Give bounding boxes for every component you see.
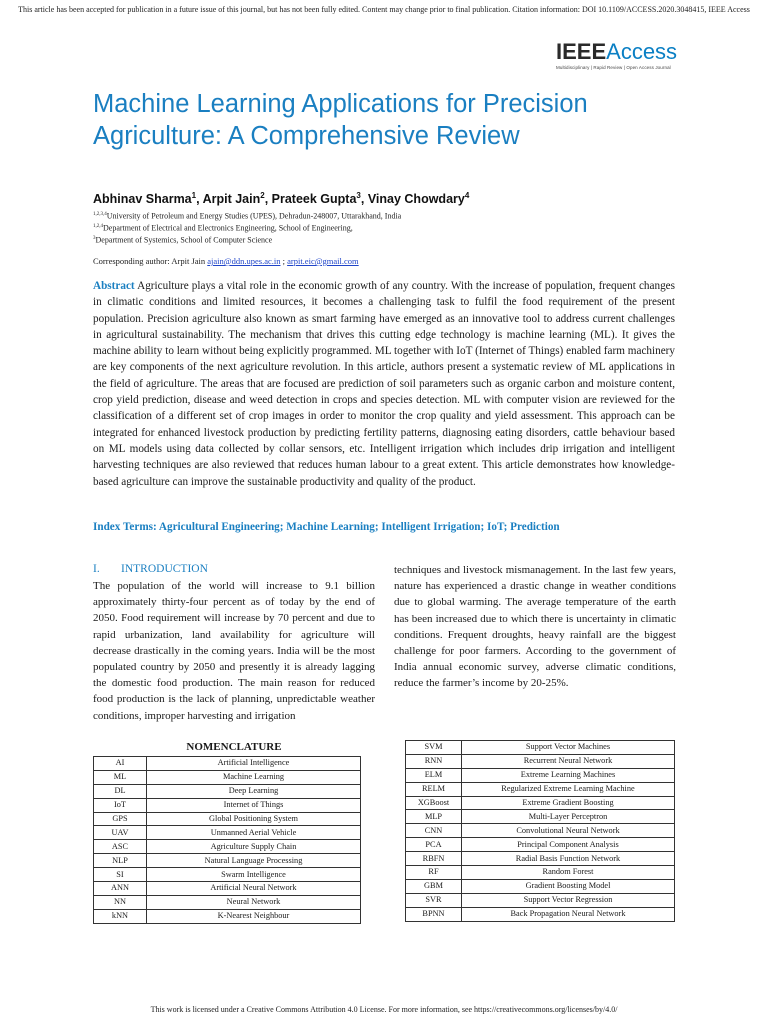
section-title: INTRODUCTION bbox=[121, 563, 208, 575]
logo-tagline: Multidisciplinary | Rapid Review | Open Access Journal bbox=[556, 65, 671, 70]
abbreviation-cell: ANN bbox=[94, 882, 147, 896]
abbreviation-cell: ELM bbox=[406, 768, 462, 782]
nomenclature-row bbox=[94, 909, 361, 923]
definition-cell: Gradient Boosting Model bbox=[462, 879, 675, 893]
abbreviation-cell: GBM bbox=[406, 879, 462, 893]
definition-cell: Recurrent Neural Network bbox=[462, 754, 675, 768]
nomenclature-row bbox=[94, 770, 361, 784]
nomenclature-row bbox=[406, 879, 675, 893]
affiliation-1 bbox=[93, 210, 401, 222]
definition-cell: Extreme Gradient Boosting bbox=[462, 796, 675, 810]
abbreviation-cell: ML bbox=[94, 770, 147, 784]
abbreviation-cell: RNN bbox=[406, 754, 462, 768]
affiliation-text: Department of Systemics, School of Computer Science bbox=[95, 235, 273, 245]
nomenclature-row bbox=[406, 768, 675, 782]
author-separator: , bbox=[360, 192, 368, 207]
affiliation-sup: 1,2,3,4 bbox=[93, 212, 107, 217]
abbreviation-cell: RELM bbox=[406, 782, 462, 796]
section-heading bbox=[93, 563, 208, 575]
intro-column-1: The population of the world will increase to 9.1 billion approximately thirty-four percent as of today by the end of 2050. Food requirement will increase by 70 percent and due to rapid urbanization, land availability for agriculture will decrease drastically in the coming years. India will be the most populated country by 2050 and presently it is already lagging the domestic food production. The main reason for reduced food production is the lack of planning, unpredictable weather conditions, improper harvesting and irrigation bbox=[93, 580, 375, 722]
definition-cell: Artificial Neural Network bbox=[147, 882, 361, 896]
definition-cell: Deep Learning bbox=[147, 784, 361, 798]
author-sup: 3 bbox=[356, 191, 361, 200]
abbreviation-cell: SVR bbox=[406, 893, 462, 907]
logo-access-text: Access bbox=[606, 39, 678, 64]
definition-cell: Artificial Intelligence bbox=[147, 757, 361, 771]
author-name: Prateek Gupta bbox=[271, 192, 357, 207]
abbreviation-cell: RBFN bbox=[406, 852, 462, 866]
definition-cell: Back Propagation Neural Network bbox=[462, 907, 675, 921]
corresponding-prefix: Corresponding author: Arpit Jain bbox=[93, 256, 208, 266]
abbreviation-cell: SVM bbox=[406, 741, 462, 755]
nomenclature-row bbox=[406, 893, 675, 907]
abbreviation-cell: UAV bbox=[94, 826, 147, 840]
nomenclature-title: NOMENCLATURE bbox=[186, 741, 282, 753]
abbreviation-cell: SI bbox=[94, 868, 147, 882]
definition-cell: Principal Component Analysis bbox=[462, 838, 675, 852]
abbreviation-cell: NLP bbox=[94, 854, 147, 868]
email-link-2[interactable]: arpit.eic@gmail.com bbox=[287, 256, 359, 266]
abstract-text: Agriculture plays a vital role in the economic growth of any country. With the increase of population, frequent changes in climatic conditions and limited resources, it becomes a challenging task to fulfil the food requirement of the present population. Precision agriculture also known as smart farming have emerged as an innovative tool to address current challenges in agricultural sustainability. The mechanism that drives this cutting edge technology is machine learning (ML). It gives the machine ability to learn without being explicitly programmed. ML together with IoT (Internet of Things) enabled farm machinery are key components of the next agriculture revolution. In this article, authors present a systematic review of ML applications in the field of agriculture. The areas that are focused are prediction of soil parameters such as organic carbon and moisture content, crop yield prediction, disease and weed detection in crops and species detection. ML with computer vision are reviewed for the classification of a different set of crop images in order to monitor the crop quality and yield assessment. This approach can be integrated for enhanced livestock production by predicting fertility patterns, diagnosing eating disorders, cattle behaviour based on ML models using data collected by collar sensors, etc. Intelligent irrigation which includes drip irrigation and intelligent harvesting techniques are also reviewed that reduces human labour to a great extent. This article demonstrates how knowledge-based agriculture can improve the sustainable productivity and quality of the product. bbox=[93, 280, 675, 488]
nomenclature-row bbox=[406, 810, 675, 824]
definition-cell: Swarm Intelligence bbox=[147, 868, 361, 882]
intro-column-2: techniques and livestock mismanagement. In the last few years, nature has experienced a drastic change in weather conditions due to global warming. The average temperature of the earth has been increased due to which there is uncertainty in climatic conditions. Frequent droughts, heavy rainfall are the biggest challenge for poor farmers. According to the government of India annual economic survey, adverse climatic conditions, reduce the farmer’s income by 20-25%. bbox=[394, 564, 676, 690]
nomenclature-row bbox=[94, 895, 361, 909]
definition-cell: Extreme Learning Machines bbox=[462, 768, 675, 782]
definition-cell: K-Nearest Neighbour bbox=[147, 909, 361, 923]
definition-cell: Unmanned Aerial Vehicle bbox=[147, 826, 361, 840]
definition-cell: Neural Network bbox=[147, 895, 361, 909]
author-separator: , bbox=[264, 192, 272, 207]
abstract-label: Abstract bbox=[93, 280, 135, 292]
affiliation-sup: 1,2,4 bbox=[93, 224, 103, 229]
abbreviation-cell: kNN bbox=[94, 909, 147, 923]
abbreviation-cell: RF bbox=[406, 866, 462, 880]
nomenclature-row bbox=[406, 866, 675, 880]
logo-ieee-text: IEEE bbox=[556, 39, 607, 64]
nomenclature-row bbox=[406, 907, 675, 921]
nomenclature-row bbox=[94, 868, 361, 882]
email-link-1[interactable]: ajain@ddn.upes.ac.in bbox=[207, 256, 281, 266]
abbreviation-cell: PCA bbox=[406, 838, 462, 852]
nomenclature-row bbox=[94, 757, 361, 771]
abbreviation-cell: XGBoost bbox=[406, 796, 462, 810]
nomenclature-row bbox=[406, 796, 675, 810]
email-separator: ; bbox=[280, 256, 288, 266]
license-footer: This work is licensed under a Creative Commons Attribution 4.0 License. For more information, see https://creativecommons.org/licenses/by/4.0/ bbox=[150, 1005, 618, 1014]
nomenclature-row bbox=[94, 812, 361, 826]
definition-cell: Machine Learning bbox=[147, 770, 361, 784]
journal-logo bbox=[556, 40, 676, 70]
abbreviation-cell: GPS bbox=[94, 812, 147, 826]
definition-cell: Convolutional Neural Network bbox=[462, 824, 675, 838]
definition-cell: Global Positioning System bbox=[147, 812, 361, 826]
section-number: I. bbox=[93, 563, 100, 575]
definition-cell: Regularized Extreme Learning Machine bbox=[462, 782, 675, 796]
definition-cell: Random Forest bbox=[462, 866, 675, 880]
index-terms: Index Terms: Agricultural Engineering; Machine Learning; Intelligent Irrigation; IoT; Prediction bbox=[93, 521, 560, 533]
abstract bbox=[93, 278, 675, 490]
corresponding-author bbox=[93, 256, 359, 266]
author-separator: , bbox=[196, 192, 203, 207]
affiliation-3 bbox=[93, 234, 272, 246]
definition-cell: Internet of Things bbox=[147, 798, 361, 812]
paper-title: Machine Learning Applications for Precision Agriculture: A Comprehensive Review bbox=[93, 90, 588, 150]
publication-notice: This article has been accepted for publication in a future issue of this journal, but has not been fully edited. Content may change prior to final publication. Citation information: DOI 10.1109/ACCESS.2020.3048415, IEEE Access bbox=[18, 5, 750, 14]
author-sup: 4 bbox=[464, 191, 470, 200]
abbreviation-cell: MLP bbox=[406, 810, 462, 824]
nomenclature-row bbox=[406, 782, 675, 796]
author-name: Arpit Jain bbox=[202, 192, 261, 207]
affiliation-sup: 3 bbox=[93, 236, 96, 241]
nomenclature-row bbox=[94, 798, 361, 812]
abbreviation-cell: CNN bbox=[406, 824, 462, 838]
definition-cell: Natural Language Processing bbox=[147, 854, 361, 868]
author-name: Vinay Chowdary bbox=[367, 192, 465, 207]
nomenclature-row bbox=[94, 854, 361, 868]
nomenclature-row bbox=[406, 754, 675, 768]
abbreviation-cell: AI bbox=[94, 757, 147, 771]
author-sup: 2 bbox=[260, 191, 265, 200]
nomenclature-row bbox=[94, 840, 361, 854]
author-name: Abhinav Sharma bbox=[93, 192, 192, 207]
abbreviation-cell: DL bbox=[94, 784, 147, 798]
definition-cell: Agriculture Supply Chain bbox=[147, 840, 361, 854]
affiliation-text: University of Petroleum and Energy Studies (UPES), Dehradun-248007, Uttarakhand, India bbox=[106, 211, 402, 221]
affiliation-text: Department of Electrical and Electronics Engineering, School of Engineering, bbox=[103, 223, 353, 233]
nomenclature-row bbox=[94, 826, 361, 840]
nomenclature-row bbox=[94, 882, 361, 896]
nomenclature-row bbox=[94, 784, 361, 798]
affiliation-2 bbox=[93, 222, 353, 234]
definition-cell: Radial Basis Function Network bbox=[462, 852, 675, 866]
abbreviation-cell: IoT bbox=[94, 798, 147, 812]
author-list bbox=[93, 191, 469, 206]
nomenclature-table-right bbox=[405, 740, 675, 922]
definition-cell: Multi-Layer Perceptron bbox=[462, 810, 675, 824]
definition-cell: Support Vector Regression bbox=[462, 893, 675, 907]
nomenclature-row bbox=[406, 838, 675, 852]
nomenclature-row bbox=[406, 824, 675, 838]
definition-cell: Support Vector Machines bbox=[462, 741, 675, 755]
author-sup: 1 bbox=[191, 191, 197, 200]
abbreviation-cell: BPNN bbox=[406, 907, 462, 921]
abbreviation-cell: NN bbox=[94, 895, 147, 909]
nomenclature-row bbox=[406, 852, 675, 866]
nomenclature-table-left bbox=[93, 756, 361, 924]
nomenclature-row bbox=[406, 741, 675, 755]
abbreviation-cell: ASC bbox=[94, 840, 147, 854]
